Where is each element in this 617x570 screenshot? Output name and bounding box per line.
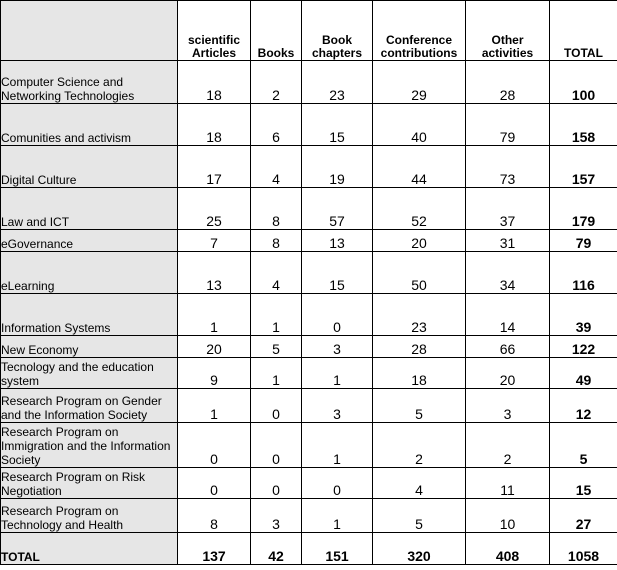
row-total: 49 (550, 358, 617, 389)
cell-value: 0 (178, 468, 251, 499)
cell-value: 5 (373, 389, 466, 423)
table-row (1, 146, 617, 188)
cell-value: 2 (466, 423, 550, 468)
row-label: eGovernance (1, 230, 178, 252)
cell-value: 20 (466, 358, 550, 389)
table-row (1, 230, 617, 252)
row-label: Tecnology and the education system (1, 358, 178, 389)
table-row (1, 358, 617, 389)
cell-value: 25 (178, 188, 251, 230)
cell-value: 0 (302, 294, 373, 336)
row-total: 158 (550, 104, 617, 146)
cell-value: 5 (373, 499, 466, 533)
cell-value: 0 (251, 389, 302, 423)
cell-value: 44 (373, 146, 466, 188)
row-total: 116 (550, 252, 617, 294)
row-total: 100 (550, 61, 617, 104)
column-total: 137 (178, 533, 251, 565)
cell-value: 20 (178, 336, 251, 358)
cell-value: 8 (178, 499, 251, 533)
cell-value: 3 (251, 499, 302, 533)
row-total: 39 (550, 294, 617, 336)
cell-value: 9 (178, 358, 251, 389)
column-total: 408 (466, 533, 550, 565)
cell-value: 52 (373, 188, 466, 230)
cell-value: 31 (466, 230, 550, 252)
cell-value: 29 (373, 61, 466, 104)
table-row (1, 104, 617, 146)
table-row (1, 61, 617, 104)
row-total: 15 (550, 468, 617, 499)
cell-value: 3 (302, 389, 373, 423)
cell-value: 15 (302, 104, 373, 146)
cell-value: 28 (466, 61, 550, 104)
grand-total: 1058 (550, 533, 617, 565)
column-total: 42 (251, 533, 302, 565)
row-total: 122 (550, 336, 617, 358)
table-row (1, 252, 617, 294)
totals-label: TOTAL (1, 533, 178, 565)
cell-value: 66 (466, 336, 550, 358)
cell-value: 6 (251, 104, 302, 146)
row-label: Computer Science and Networking Technologies (1, 61, 178, 104)
cell-value: 0 (251, 468, 302, 499)
cell-value: 4 (251, 146, 302, 188)
cell-value: 1 (178, 294, 251, 336)
cell-value: 13 (302, 230, 373, 252)
row-total: 27 (550, 499, 617, 533)
row-label: Research Program on Gender and the Information Society (1, 389, 178, 423)
column-header: Books (251, 1, 302, 61)
cell-value: 18 (178, 104, 251, 146)
cell-value: 18 (178, 61, 251, 104)
cell-value: 0 (178, 423, 251, 468)
cell-value: 1 (302, 499, 373, 533)
column-header: Book chapters (302, 1, 373, 61)
cell-value: 40 (373, 104, 466, 146)
row-label: Information Systems (1, 294, 178, 336)
cell-value: 10 (466, 499, 550, 533)
cell-value: 3 (466, 389, 550, 423)
cell-value: 2 (251, 61, 302, 104)
cell-value: 3 (302, 336, 373, 358)
column-header: scientific Articles (178, 1, 251, 61)
column-total: 151 (302, 533, 373, 565)
cell-value: 23 (373, 294, 466, 336)
table-row (1, 468, 617, 499)
cell-value: 28 (373, 336, 466, 358)
cell-value: 37 (466, 188, 550, 230)
row-total: 79 (550, 230, 617, 252)
cell-value: 2 (373, 423, 466, 468)
cell-value: 23 (302, 61, 373, 104)
cell-value: 0 (251, 423, 302, 468)
row-label: Comunities and activism (1, 104, 178, 146)
totals-row (1, 533, 617, 565)
row-label: New Economy (1, 336, 178, 358)
table-row (1, 336, 617, 358)
cell-value: 1 (251, 358, 302, 389)
row-label: Research Program on Technology and Health (1, 499, 178, 533)
cell-value: 34 (466, 252, 550, 294)
column-header: Conference contributions (373, 1, 466, 61)
cell-value: 19 (302, 146, 373, 188)
corner-cell (1, 1, 178, 61)
cell-value: 15 (302, 252, 373, 294)
row-label: Research Program on Risk Negotiation (1, 468, 178, 499)
cell-value: 1 (251, 294, 302, 336)
row-total: 157 (550, 146, 617, 188)
row-label: Research Program on Immigration and the Information Society (1, 423, 178, 468)
column-total: 320 (373, 533, 466, 565)
row-label: Digital Culture (1, 146, 178, 188)
cell-value: 11 (466, 468, 550, 499)
cell-value: 1 (178, 389, 251, 423)
row-total: 5 (550, 423, 617, 468)
row-label: eLearning (1, 252, 178, 294)
cell-value: 7 (178, 230, 251, 252)
cell-value: 1 (302, 358, 373, 389)
cell-value: 57 (302, 188, 373, 230)
cell-value: 8 (251, 188, 302, 230)
cell-value: 5 (251, 336, 302, 358)
table-row (1, 499, 617, 533)
header-row (1, 1, 617, 61)
cell-value: 17 (178, 146, 251, 188)
cell-value: 73 (466, 146, 550, 188)
table-row (1, 389, 617, 423)
cell-value: 50 (373, 252, 466, 294)
cell-value: 8 (251, 230, 302, 252)
cell-value: 0 (302, 468, 373, 499)
column-header: TOTAL (550, 1, 617, 61)
cell-value: 14 (466, 294, 550, 336)
row-total: 179 (550, 188, 617, 230)
row-total: 12 (550, 389, 617, 423)
cell-value: 20 (373, 230, 466, 252)
table-row (1, 188, 617, 230)
cell-value: 18 (373, 358, 466, 389)
table-row (1, 294, 617, 336)
cell-value: 4 (373, 468, 466, 499)
column-header: Other activities (466, 1, 550, 61)
cell-value: 13 (178, 252, 251, 294)
cell-value: 79 (466, 104, 550, 146)
cell-value: 4 (251, 252, 302, 294)
row-label: Law and ICT (1, 188, 178, 230)
cell-value: 1 (302, 423, 373, 468)
table-row (1, 423, 617, 468)
